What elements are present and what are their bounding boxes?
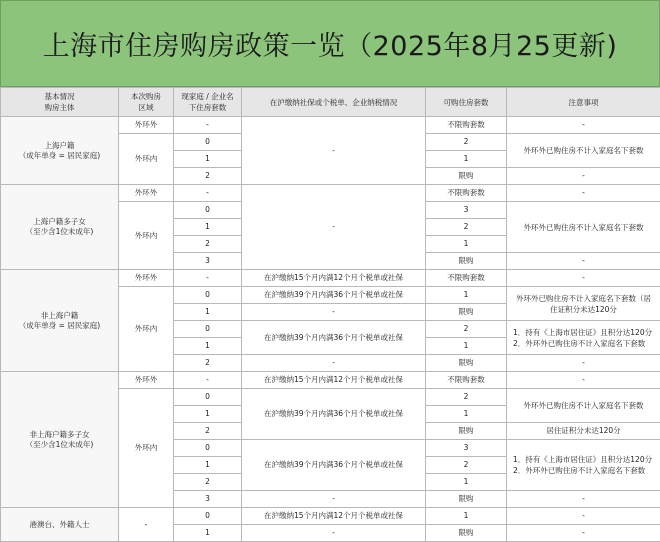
tax-cell: 在沪缴纳39个月内满36个月个税单或社保	[242, 389, 426, 440]
header-subject: 基本情况 购房主体	[1, 88, 119, 117]
buy-cell: 3	[426, 440, 507, 457]
buy-cell: 限购	[426, 304, 507, 321]
count-cell: 2	[174, 168, 242, 185]
header-note: 注意事项	[507, 88, 660, 117]
buy-cell: 限购	[426, 525, 507, 542]
note-cell: -	[507, 508, 660, 525]
table-row	[1, 270, 660, 287]
table-row	[1, 372, 660, 389]
count-cell: 0	[174, 202, 242, 219]
note-cell: -	[507, 525, 660, 542]
count-cell: 1	[174, 219, 242, 236]
header-count: 现家庭 / 企业名 下住房套数	[174, 88, 242, 117]
note-cell: -	[507, 253, 660, 270]
tax-cell: 在沪缴纳39个月内满36个月个税单或社保	[242, 287, 426, 304]
group-label: 上海户籍 （成年单身 = 居民家庭)	[1, 117, 119, 185]
count-cell: 1	[174, 525, 242, 542]
note-cell: -	[507, 491, 660, 508]
region-cell: 外环内	[119, 202, 174, 270]
count-cell: 0	[174, 134, 242, 151]
header-tax: 在沪缴纳社保或个税单、企业纳税情况	[242, 88, 426, 117]
note-cell: -	[507, 355, 660, 372]
tax-cell: -	[242, 117, 426, 185]
note-cell: -	[507, 372, 660, 389]
group-label: 非上海户籍多子女 （至少含1位未成年)	[1, 372, 119, 508]
count-cell: -	[174, 270, 242, 287]
note-cell: -	[507, 168, 660, 185]
header-region: 本次购房 区域	[119, 88, 174, 117]
region-cell: 外环内	[119, 389, 174, 508]
tax-cell: 在沪缴纳15个月内满12个月个税单或社保	[242, 372, 426, 389]
buy-cell: 2	[426, 321, 507, 338]
note-cell: 外环外已购住房不计入家庭名下套数	[507, 202, 660, 253]
region-cell: 外环内	[119, 287, 174, 372]
buy-cell: 2	[426, 457, 507, 474]
title-banner	[0, 0, 660, 87]
note-cell: -	[507, 270, 660, 287]
buy-cell: 1	[426, 236, 507, 253]
count-cell: 1	[174, 304, 242, 321]
count-cell: 1	[174, 338, 242, 355]
region-cell: 外环外	[119, 185, 174, 202]
page-title: 上海市住房购房政策一览（2025年8月25更新)	[43, 24, 618, 63]
tax-cell: -	[242, 525, 426, 542]
region-cell: 外环外	[119, 117, 174, 134]
note-cell: 居住证积分未达120分	[507, 423, 660, 440]
buy-cell: 1	[426, 287, 507, 304]
table-row	[1, 185, 660, 202]
group-label: 上海户籍多子女 （至少含1位未成年)	[1, 185, 119, 270]
count-cell: 2	[174, 474, 242, 491]
tax-cell: -	[242, 185, 426, 270]
buy-cell: 2	[426, 134, 507, 151]
count-cell: 0	[174, 440, 242, 457]
buy-cell: 不限购套数	[426, 372, 507, 389]
tax-cell: 在沪缴纳39个月内满36个月个税单或社保	[242, 321, 426, 355]
count-cell: -	[174, 117, 242, 134]
header-buy: 可购住房套数	[426, 88, 507, 117]
tax-cell: 在沪缴纳39个月内满36个月个税单或社保	[242, 440, 426, 491]
note-cell: 外环外已购住房不计入家庭名下套数	[507, 134, 660, 168]
note-cell: -	[507, 117, 660, 134]
group-label: 非上海户籍 （成年单身 = 居民家庭)	[1, 270, 119, 372]
buy-cell: 2	[426, 389, 507, 406]
note-cell: 1．持有《上海市居住证》且积分达120分 2．外环外已购住房不计入家庭名下套数	[507, 440, 660, 491]
table-row	[1, 117, 660, 134]
tax-cell: 在沪缴纳15个月内满12个月个税单或社保	[242, 508, 426, 525]
tax-cell: -	[242, 304, 426, 321]
count-cell: 1	[174, 406, 242, 423]
count-cell: -	[174, 185, 242, 202]
count-cell: 3	[174, 491, 242, 508]
buy-cell: 1	[426, 474, 507, 491]
note-cell: -	[507, 185, 660, 202]
region-cell: 外环外	[119, 270, 174, 287]
count-cell: 2	[174, 355, 242, 372]
buy-cell: 1	[426, 508, 507, 525]
note-cell: 外环外已购住房不计入家庭名下套数	[507, 389, 660, 423]
group-label: 港澳台、外籍人士	[1, 508, 119, 542]
region-cell: -	[119, 508, 174, 542]
tax-cell: -	[242, 491, 426, 508]
note-cell: 外环外已购住房不计入家庭名下套数（居住证积分未达120分	[507, 287, 660, 321]
count-cell: 1	[174, 457, 242, 474]
count-cell: -	[174, 372, 242, 389]
tax-cell: 在沪缴纳15个月内满12个月个税单或社保	[242, 270, 426, 287]
count-cell: 3	[174, 253, 242, 270]
count-cell: 1	[174, 151, 242, 168]
buy-cell: 2	[426, 219, 507, 236]
region-cell: 外环外	[119, 372, 174, 389]
buy-cell: 限购	[426, 355, 507, 372]
count-cell: 0	[174, 287, 242, 304]
buy-cell: 不限购套数	[426, 117, 507, 134]
buy-cell: 1	[426, 338, 507, 355]
buy-cell: 限购	[426, 423, 507, 440]
count-cell: 0	[174, 321, 242, 338]
tax-cell: -	[242, 355, 426, 372]
buy-cell: 限购	[426, 168, 507, 185]
buy-cell: 1	[426, 406, 507, 423]
region-cell: 外环内	[119, 134, 174, 185]
buy-cell: 3	[426, 202, 507, 219]
header-row	[1, 88, 660, 117]
buy-cell: 不限购套数	[426, 185, 507, 202]
count-cell: 0	[174, 508, 242, 525]
count-cell: 2	[174, 236, 242, 253]
policy-table	[0, 87, 660, 542]
buy-cell: 1	[426, 151, 507, 168]
table-row	[1, 508, 660, 525]
count-cell: 0	[174, 389, 242, 406]
buy-cell: 限购	[426, 491, 507, 508]
buy-cell: 不限购套数	[426, 270, 507, 287]
count-cell: 2	[174, 423, 242, 440]
buy-cell: 限购	[426, 253, 507, 270]
note-cell: 1．持有《上海市居住证》且积分达120分 2．外环外已购住房不计入家庭名下套数	[507, 321, 660, 355]
